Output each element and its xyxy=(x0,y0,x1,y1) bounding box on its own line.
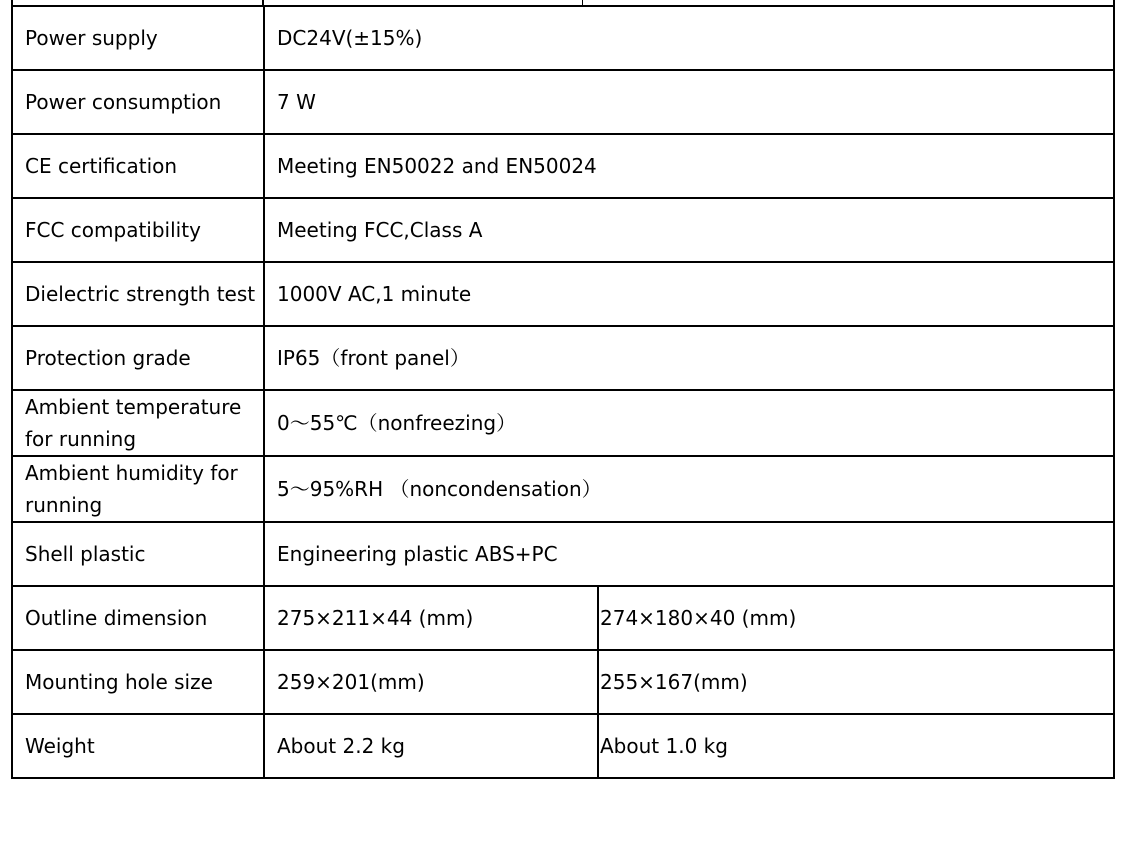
row-value: 5～95%RH （noncondensation） xyxy=(264,456,1114,522)
row-value: 1000V AC,1 minute xyxy=(264,262,1114,326)
table-row-ambient-temperature xyxy=(12,390,1114,456)
table-row-ce-certification xyxy=(12,134,1114,198)
row-value: Meeting EN50022 and EN50024 xyxy=(264,134,1114,198)
table-row-mounting-hole-size xyxy=(12,650,1114,714)
row-label: CE certification xyxy=(12,134,264,198)
table-row-outline-dimension xyxy=(12,586,1114,650)
row-value: Engineering plastic ABS+PC xyxy=(264,522,1114,586)
table-row-power-consumption xyxy=(12,70,1114,134)
row-value-model-a: About 2.2 kg xyxy=(264,714,598,778)
row-label: Mounting hole size xyxy=(12,650,264,714)
row-label: Outline dimension xyxy=(12,586,264,650)
table-row-fcc-compatibility xyxy=(12,198,1114,262)
table-row-ambient-humidity xyxy=(12,456,1114,522)
specifications-table xyxy=(11,5,1115,779)
row-label: Ambient temperature for running xyxy=(12,390,264,456)
row-label: Weight xyxy=(12,714,264,778)
row-label: Ambient humidity for running xyxy=(12,456,264,522)
table-row-power-supply xyxy=(12,6,1114,70)
row-value-model-b: 255×167(mm) xyxy=(598,650,1114,714)
row-value: Meeting FCC,Class A xyxy=(264,198,1114,262)
row-label: FCC compatibility xyxy=(12,198,264,262)
row-value: 0～55℃（nonfreezing） xyxy=(264,390,1114,456)
table-row-dielectric-strength xyxy=(12,262,1114,326)
row-value-model-a: 275×211×44 (mm) xyxy=(264,586,598,650)
row-value-model-b: About 1.0 kg xyxy=(598,714,1114,778)
row-label: Dielectric strength test xyxy=(12,262,264,326)
row-value: DC24V(±15%) xyxy=(264,6,1114,70)
row-label: Protection grade xyxy=(12,326,264,390)
row-value-model-a: 259×201(mm) xyxy=(264,650,598,714)
row-label: Power supply xyxy=(12,6,264,70)
table-row-shell-plastic xyxy=(12,522,1114,586)
table-row-weight xyxy=(12,714,1114,778)
row-value-model-b: 274×180×40 (mm) xyxy=(598,586,1114,650)
table-row-protection-grade xyxy=(12,326,1114,390)
row-value: IP65（front panel） xyxy=(264,326,1114,390)
row-label: Shell plastic xyxy=(12,522,264,586)
row-label: Power consumption xyxy=(12,70,264,134)
row-value: 7 W xyxy=(264,70,1114,134)
